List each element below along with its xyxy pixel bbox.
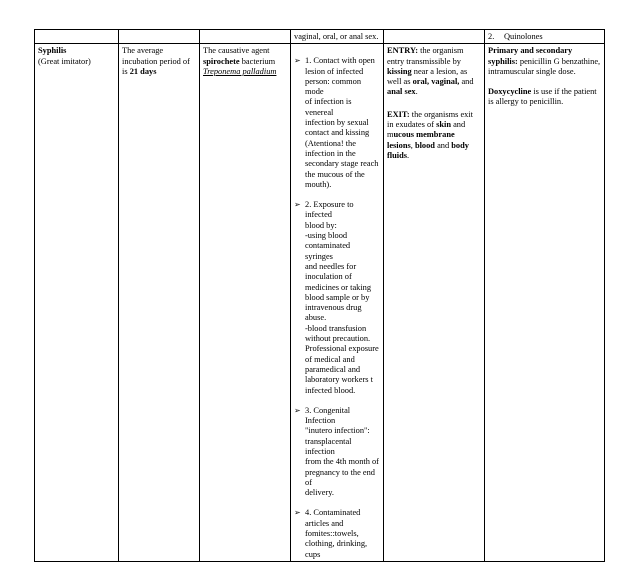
transmission-line: fomites::towels, [305, 529, 359, 539]
transmission-line: 4. Contaminated [305, 508, 361, 518]
transmission-line: of infection is venereal [305, 97, 352, 117]
transmission-line: delivery. [305, 488, 334, 498]
transmission-line: Professional exposure [305, 344, 379, 354]
transmission-line: infected blood. [305, 385, 356, 395]
transmission-line: infection in the [305, 148, 356, 158]
entry-label: ENTRY: [387, 46, 419, 56]
transmission-line: 1. Contact with open [305, 56, 375, 66]
cell-empty [384, 30, 485, 44]
entry-text: and [461, 77, 474, 87]
transmission-line: mouth). [305, 179, 332, 189]
exit-text: the organisms exit in exudates of [387, 109, 474, 130]
exit-text: and [437, 140, 450, 150]
arrow-bullet-icon: ➢ [294, 405, 301, 415]
transmission-line: -using blood [305, 231, 348, 241]
transmission-line: clothing, drinking, cups [305, 539, 368, 559]
transmission-line: paramedical and [305, 364, 361, 374]
transmission-line: person: common mode [305, 76, 362, 97]
transmission-line: the mucous of the [305, 169, 365, 179]
transmission-line: transplacental infection [305, 436, 352, 456]
disease-table [34, 29, 605, 562]
incubation-value: 21 days [129, 66, 157, 76]
transmission-line: (Atentiona! the [305, 138, 356, 148]
exit-fluids: body fluids [387, 140, 469, 160]
transmission-line: "inutero infection": [305, 426, 370, 436]
exit-text: and m [387, 120, 466, 140]
transmission-line: lesion of infected [305, 66, 364, 76]
entry-paragraph [387, 46, 481, 97]
exit-paragraph [387, 110, 481, 161]
treatment-doxycycline: Doxycycline [488, 87, 532, 97]
exit-mucous: ucous membrane lesions [387, 130, 455, 150]
disease-alias: (Great imitator) [38, 56, 91, 66]
cell-transmission [291, 44, 384, 562]
transmission-line: without precaution. [305, 334, 371, 344]
exit-skin: skin [436, 120, 451, 130]
treatment-alternative-text: is use if the patient is allergy to penicillin. [488, 87, 597, 107]
exit-label: EXIT: [387, 109, 410, 119]
cell-incubation [119, 44, 200, 562]
cell-empty [119, 30, 200, 44]
cell-disease [35, 44, 119, 562]
transmission-item [294, 406, 380, 499]
entry-anal: anal sex [387, 87, 416, 97]
agent-type: spirochete [203, 56, 240, 66]
arrow-bullet-icon: ➢ [294, 56, 301, 66]
transmission-line: articles and [305, 518, 344, 528]
transmission-line: and needles for [305, 261, 357, 271]
treatment-primary [488, 46, 601, 77]
table-row-syphilis [35, 44, 605, 562]
transmission-line: -blood transfusion [305, 323, 367, 333]
arrow-bullet-icon: ➢ [294, 200, 301, 210]
entry-text: the organism entry transmissible by [387, 46, 464, 66]
entry-oral: oral, [412, 77, 430, 87]
exit-text: . [407, 150, 410, 160]
transmission-item [294, 200, 380, 396]
transmission-item [294, 508, 380, 559]
transmission-line: medicines or taking [305, 282, 372, 292]
entry-text: near a lesion, as well as [387, 66, 468, 87]
transmission-line: from the 4th month of [305, 457, 379, 467]
treatment-alternative [488, 87, 601, 108]
treatment-primary-text: penicillin G benzathine, intramuscular single dose. [488, 56, 601, 76]
transmission-line: infection by sexual [305, 118, 369, 128]
cell-treatment-continued [485, 30, 605, 44]
transmission-item [294, 56, 380, 190]
transmission-line: of medical and [305, 354, 355, 364]
disease-name: Syphilis [38, 46, 67, 56]
cell-treatment [485, 44, 605, 562]
entry-kissing: kissing [387, 66, 412, 76]
treatment-item-number: 2. [488, 32, 495, 41]
entry-vaginal: vaginal, [431, 77, 460, 87]
treatment-primary-label: Primary and secondary syphilis: [488, 46, 573, 66]
transmission-line: blood by: [305, 220, 337, 230]
agent-species: Treponema palladium [203, 66, 277, 76]
transmission-line: laboratory workers t [305, 375, 373, 385]
agent-suffix: bacterium [241, 56, 276, 66]
cell-causative-agent [200, 44, 291, 562]
transmission-line: intravenous drug [305, 303, 362, 313]
transmission-line: 2. Exposure to infected [305, 200, 354, 220]
transmission-line: secondary stage reach [305, 159, 379, 169]
treatment-item-text: Quinolones [504, 32, 543, 41]
incubation-text: The average incubation period of is [122, 46, 190, 76]
transmission-line: blood sample or by [305, 292, 370, 302]
agent-prefix: The causative agent [203, 46, 270, 56]
transmission-line: inoculation of [305, 272, 352, 282]
cell-transmission-continued [291, 30, 384, 44]
transmission-line: contaminated syringes [305, 241, 351, 261]
transmission-line: contact and kissing [305, 128, 370, 138]
exit-blood: blood [414, 140, 435, 150]
arrow-bullet-icon: ➢ [294, 508, 301, 518]
table-row-previous [35, 30, 605, 44]
exit-text: , [410, 140, 413, 150]
cell-entry-exit [384, 44, 485, 562]
cell-empty [35, 30, 119, 44]
cell-empty [200, 30, 291, 44]
transmission-list [294, 56, 380, 560]
transmission-line: 3. Congenital Infection [305, 405, 351, 426]
transmission-continued-text: vaginal, oral, or anal sex. [294, 32, 379, 41]
transmission-line: abuse. [305, 313, 327, 323]
transmission-line: pregnancy to the end of [305, 467, 375, 487]
entry-text: . [415, 87, 418, 97]
